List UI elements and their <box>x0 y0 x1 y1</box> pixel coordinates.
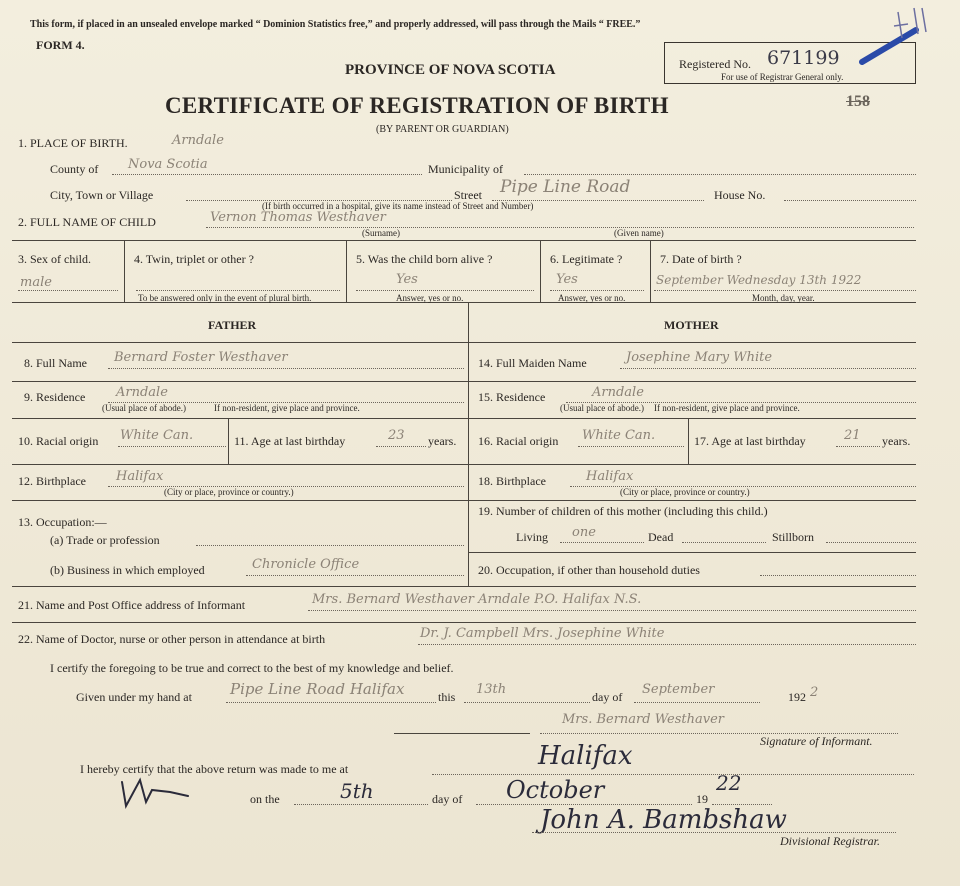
father-birthplace-note: (City or place, province or country.) <box>164 487 294 497</box>
mother-residence-label: 15. Residence <box>478 390 546 404</box>
mother-years: years. <box>882 434 911 448</box>
mother-age-value: 21 <box>844 428 861 443</box>
father-age-value: 23 <box>388 428 405 443</box>
sex-value: male <box>20 275 52 290</box>
mother-residence-value: Arndale <box>592 385 644 400</box>
day-of-label: day of <box>592 690 623 704</box>
legitimate-value: Yes <box>556 272 578 287</box>
business-value: Chronicle Office <box>252 557 360 572</box>
legitimate-label: 6. Legitimate ? <box>550 252 623 266</box>
plural-birth-note: To be answered only in the event of plural birth. <box>138 293 312 303</box>
county-label: County of <box>50 162 99 176</box>
certify-day-value: 13th <box>476 682 507 697</box>
child-name-label: 2. FULL NAME OF CHILD <box>18 215 156 229</box>
mother-racial-origin-value: White Can. <box>582 428 656 443</box>
certify-year-suffix: 2 <box>810 685 819 700</box>
mother-occupation-label: 20. Occupation, if other than household duties <box>478 563 700 577</box>
dead-label: Dead <box>648 530 674 544</box>
father-birthplace-label: 12. Birthplace <box>18 474 86 488</box>
this-label: this <box>438 690 456 704</box>
street-value: Pipe Line Road <box>500 177 631 197</box>
certify-statement: I certify the foregoing to be true and correct to the best of my knowledge and belief. <box>50 661 454 675</box>
registrar-initial-mark <box>118 776 192 810</box>
mother-birthplace-label: 18. Birthplace <box>478 474 546 488</box>
registered-label: Registered No. <box>679 57 751 71</box>
doctor-value: Dr. J. Campbell Mrs. Josephine White <box>420 626 665 641</box>
certificate-subtitle: (BY PARENT OR GUARDIAN) <box>376 124 509 135</box>
mother-residence-note-b: If non-resident, give place and province. <box>654 403 800 413</box>
mother-birthplace-value: Halifax <box>586 469 634 484</box>
surname-caption: (Surname) <box>362 228 400 238</box>
stillborn-label: Stillborn <box>772 530 815 544</box>
hospital-note: (If birth occurred in a hospital, give its name instead of Street and Number) <box>262 201 534 211</box>
born-alive-value: Yes <box>396 272 418 287</box>
place-of-birth-value: Arndale <box>172 133 224 148</box>
trade-label: (a) Trade or profession <box>50 533 160 547</box>
county-value: Nova Scotia <box>128 157 208 172</box>
registered-number: 671199 <box>767 47 840 69</box>
registrar-place-value: Halifax <box>538 741 633 771</box>
mail-notice: This form, if placed in an unsealed envelope marked “ Dominion Statistics free,” and properly addressed, will pass through the Mails “ FREE.” <box>30 19 641 30</box>
house-number-label: House No. <box>714 188 766 202</box>
given-name-caption: (Given name) <box>614 228 664 238</box>
father-heading: FATHER <box>208 318 257 332</box>
father-racial-origin-value: White Can. <box>120 428 194 443</box>
mother-residence-note-a: (Usual place of abode.) <box>560 403 644 413</box>
father-name-label: 8. Full Name <box>24 356 87 370</box>
father-occupation-label: 13. Occupation:— <box>18 515 107 529</box>
informant-signature: Mrs. Bernard Westhaver <box>562 712 724 727</box>
father-residence-value: Arndale <box>116 385 168 400</box>
given-place-value: Pipe Line Road Halifax <box>230 680 405 698</box>
registrar-day-value: 5th <box>340 779 374 803</box>
city-label: City, Town or Village <box>50 188 154 202</box>
sex-label: 3. Sex of child. <box>18 252 91 266</box>
registrar-caption: Divisional Registrar. <box>780 834 881 848</box>
mother-name-value: Josephine Mary White <box>626 350 773 365</box>
date-of-birth-label: 7. Date of birth ? <box>660 252 742 266</box>
informant-signature-caption: Signature of Informant. <box>760 734 873 748</box>
father-birthplace-value: Halifax <box>116 469 164 484</box>
place-of-birth-label: 1. PLACE OF BIRTH. <box>18 136 128 150</box>
children-count-label: 19. Number of children of this mother (including this child.) <box>478 504 768 518</box>
doctor-label: 22. Name of Doctor, nurse or other person in attendance at birth <box>18 632 326 646</box>
province-heading: PROVINCE OF NOVA SCOTIA <box>345 62 556 78</box>
registrar-signature: John A. Bambshaw <box>540 805 787 835</box>
father-racial-origin-label: 10. Racial origin <box>18 434 99 448</box>
plural-birth-label: 4. Twin, triplet or other ? <box>134 252 254 266</box>
registrar-month-value: October <box>506 776 605 804</box>
father-residence-note-a: (Usual place of abode.) <box>102 403 186 413</box>
certify-month-value: September <box>642 682 715 697</box>
father-age-label: 11. Age at last birthday <box>234 434 346 448</box>
registrar-use-note: For use of Registrar General only. <box>721 72 844 82</box>
date-of-birth-value: September Wednesday 13th 1922 <box>656 273 862 287</box>
born-alive-label: 5. Was the child born alive ? <box>356 252 493 266</box>
business-label: (b) Business in which employed <box>50 563 205 577</box>
mother-age-label: 17. Age at last birthday <box>694 434 806 448</box>
father-residence-label: 9. Residence <box>24 390 86 404</box>
mother-birthplace-note: (City or place, province or country.) <box>620 487 750 497</box>
born-alive-note: Answer, yes or no. <box>396 293 464 303</box>
mother-racial-origin-label: 16. Racial origin <box>478 434 559 448</box>
date-of-birth-note: Month, day, year. <box>752 293 815 303</box>
father-name-value: Bernard Foster Westhaver <box>114 350 288 365</box>
given-under-hand-label: Given under my hand at <box>76 690 192 704</box>
informant-label: 21. Name and Post Office address of Informant <box>18 598 246 612</box>
legitimate-note: Answer, yes or no. <box>558 293 626 303</box>
child-name-value: Vernon Thomas Westhaver <box>210 210 386 225</box>
father-years: years. <box>428 434 457 448</box>
registrar-statement: I hereby certify that the above return was made to me at <box>80 762 349 776</box>
certificate-title: CERTIFICATE OF REGISTRATION OF BIRTH <box>165 93 669 118</box>
street-label: Street <box>454 188 482 202</box>
living-value: one <box>572 525 596 540</box>
certify-year-prefix: 192 <box>788 690 806 704</box>
mother-name-label: 14. Full Maiden Name <box>478 356 587 370</box>
registrar-day-of-label: day of <box>432 792 463 806</box>
informant-value: Mrs. Bernard Westhaver Arndale P.O. Halifax N.S. <box>312 592 642 607</box>
living-label: Living <box>516 530 548 544</box>
on-the-label: on the <box>250 792 280 806</box>
corner-number: 158 <box>846 93 870 110</box>
father-residence-note-b: If non-resident, give place and province. <box>214 403 360 413</box>
registrar-year-prefix: 19 <box>696 792 708 806</box>
municipality-label: Municipality of <box>428 162 503 176</box>
registrar-year-suffix: 22 <box>716 771 742 795</box>
form-number: FORM 4. <box>36 38 85 52</box>
mother-heading: MOTHER <box>664 318 719 332</box>
